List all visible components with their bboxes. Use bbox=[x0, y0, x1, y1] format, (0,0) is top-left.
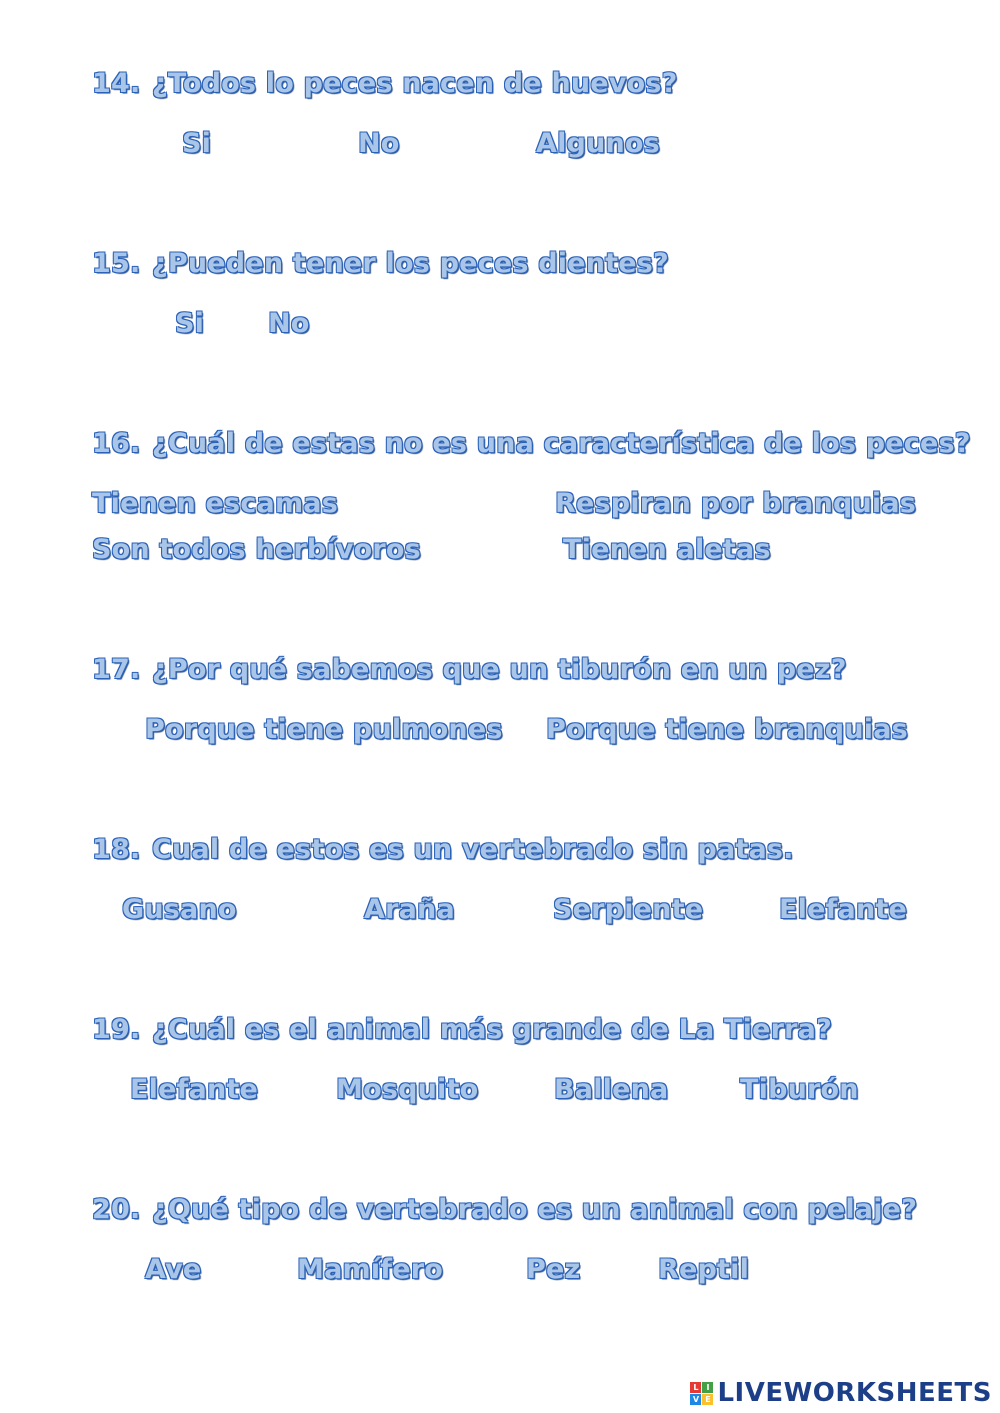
question-number: 14. bbox=[92, 68, 141, 99]
question-text: ¿Pueden tener los peces dientes? bbox=[152, 248, 669, 279]
question-text: ¿Cuál es el animal más grande de La Tierra? bbox=[152, 1014, 832, 1045]
question-19 bbox=[92, 1016, 832, 1043]
answer-option[interactable]: Tiburón bbox=[740, 1074, 859, 1105]
answer-option[interactable]: Elefante bbox=[130, 1074, 259, 1105]
answer-option[interactable]: Mamífero bbox=[297, 1254, 443, 1285]
answer-option[interactable]: Si bbox=[175, 308, 205, 339]
answer-option[interactable]: No bbox=[358, 128, 400, 159]
question-text: ¿Todos lo peces nacen de huevos? bbox=[152, 68, 678, 99]
answer-option[interactable]: Reptil bbox=[658, 1254, 750, 1285]
answer-option[interactable]: Si bbox=[182, 128, 212, 159]
answer-option[interactable]: Algunos bbox=[536, 128, 660, 159]
logo-tile: L bbox=[690, 1382, 701, 1393]
brand-name: LIVEWORKSHEETS bbox=[717, 1378, 992, 1408]
answer-option[interactable]: Ballena bbox=[554, 1074, 669, 1105]
answer-option[interactable]: Tienen escamas bbox=[92, 488, 338, 519]
logo-icon bbox=[690, 1382, 713, 1405]
answer-option[interactable]: Serpiente bbox=[553, 894, 704, 925]
question-number: 15. bbox=[92, 248, 141, 279]
answer-option[interactable]: Araña bbox=[364, 894, 455, 925]
answer-option[interactable]: Son todos herbívoros bbox=[92, 534, 421, 565]
question-18 bbox=[92, 836, 794, 863]
question-number: 19. bbox=[92, 1014, 141, 1045]
answer-option[interactable]: Pez bbox=[526, 1254, 581, 1285]
logo-tile: V bbox=[690, 1394, 701, 1405]
question-number: 17. bbox=[92, 654, 141, 685]
liveworksheets-logo bbox=[690, 1378, 992, 1408]
answer-option[interactable]: No bbox=[268, 308, 310, 339]
answer-option[interactable]: Mosquito bbox=[336, 1074, 479, 1105]
answer-option[interactable]: Ave bbox=[145, 1254, 202, 1285]
question-16 bbox=[92, 430, 971, 457]
question-number: 16. bbox=[92, 428, 141, 459]
question-text: ¿Por qué sabemos que un tiburón en un pez? bbox=[152, 654, 847, 685]
answer-option[interactable]: Elefante bbox=[779, 894, 908, 925]
answer-option[interactable]: Porque tiene pulmones bbox=[145, 714, 503, 745]
answer-option[interactable]: Tienen aletas bbox=[563, 534, 771, 565]
question-17 bbox=[92, 656, 847, 683]
answer-option[interactable]: Respiran por branquias bbox=[555, 488, 917, 519]
question-text: ¿Qué tipo de vertebrado es un animal con pelaje? bbox=[152, 1194, 918, 1225]
logo-tile: E bbox=[702, 1394, 713, 1405]
question-text: ¿Cuál de estas no es una característica de los peces? bbox=[152, 428, 971, 459]
logo-tile: I bbox=[702, 1382, 713, 1393]
question-15 bbox=[92, 250, 669, 277]
question-14 bbox=[92, 70, 677, 97]
question-number: 20. bbox=[92, 1194, 141, 1225]
answer-option[interactable]: Gusano bbox=[122, 894, 237, 925]
question-20 bbox=[92, 1196, 917, 1223]
question-number: 18. bbox=[92, 834, 141, 865]
question-text: Cual de estos es un vertebrado sin patas. bbox=[152, 834, 794, 865]
answer-option[interactable]: Porque tiene branquias bbox=[546, 714, 908, 745]
